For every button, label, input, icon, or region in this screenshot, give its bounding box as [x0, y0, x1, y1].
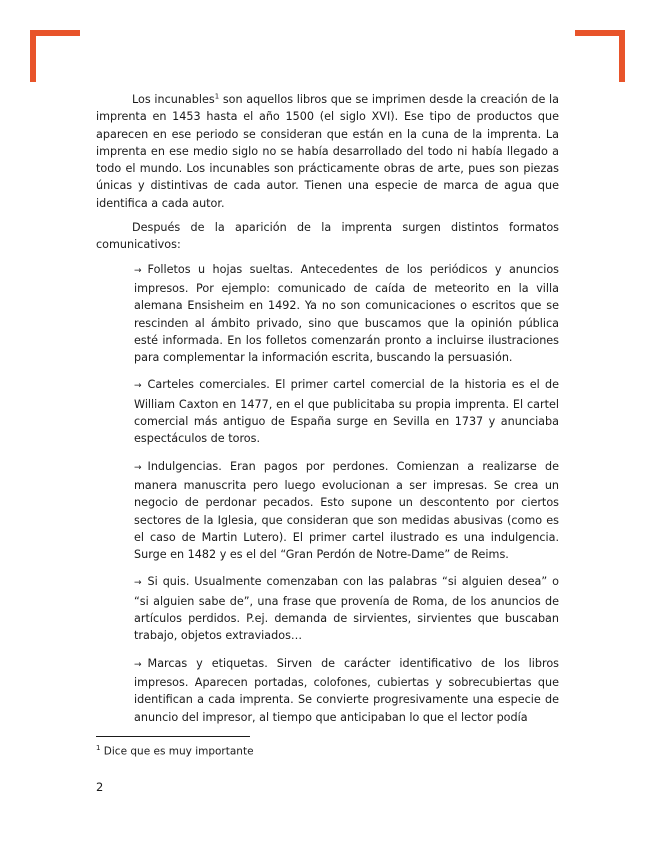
- arrow-right-icon: →: [134, 659, 142, 670]
- list-item: [134, 655, 559, 726]
- corner-bracket-top-left: [30, 30, 80, 82]
- footnote-reference[interactable]: 1: [214, 92, 220, 101]
- footnote-number: 1: [96, 744, 101, 752]
- page-body: [96, 91, 559, 736]
- page-number: 2: [96, 780, 104, 794]
- arrow-right-icon: →: [134, 265, 142, 276]
- paragraph-text: Los incunables: [132, 93, 215, 106]
- list-item-text: Marcas y etiquetas. Sirven de carácter identificativo de los libros impresos. Aparecen portadas, colofones, cubiertas y sobrecubiertas que identifican a cada imprenta. Se convierte progresivamente una especie de anuncio del impresor, al tiempo que anticipaban lo que el lector podía: [134, 656, 559, 724]
- arrow-right-icon: →: [134, 381, 142, 392]
- paragraph-text: son aquellos libros que se imprimen desde la creación de la imprenta en 1453 hasta el año 1500 (el siglo XVI). Ese tipo de productos que aparecen en ese periodo se consideran que están en la cuna de la imprenta. La imprenta en ese medio siglo no se había desarrollado del todo ni había llegado a todo el mundo. Los incunables son prácticamente obras de arte, pues son piezas únicas y distintivas de cada autor. Tienen una especie de marca de agua que identifica a cada autor.: [96, 93, 559, 210]
- list-item: [134, 458, 559, 564]
- paragraph-formatos: Después de la aparición de la imprenta surgen distintos formatos comunicativos:: [96, 221, 559, 252]
- list-item-text: Indulgencias. Eran pagos por perdones. Comienzan a realizarse de manera manuscrita pero luego evolucionan a ser impresas. Se crea un negocio de perdonar pecados. Esto supone un descontento por ciertos sectores de la Iglesia, que consideran que son medidas abusivas (como es el caso de Martin Lutero). El primer cartel ilustrado es una indulgencia. Surge en 1482 y es el del “Gran Perdón de Notre-Dame” de Reims.: [134, 459, 559, 562]
- corner-bracket-top-right: [575, 30, 625, 82]
- list-item: [134, 573, 559, 644]
- arrow-right-icon: →: [134, 578, 142, 589]
- footnote-divider: [96, 736, 250, 737]
- arrow-right-icon: →: [134, 462, 142, 473]
- list-item-text: Carteles comerciales. El primer cartel comercial de la historia es el de William Caxton en 1477, en el que publicitaba su propia imprenta. El cartel comercial más antiguo de España surge en Sevilla en 1737 y anunciaba espectáculos de toros.: [134, 378, 559, 446]
- paragraph-incunables: [96, 91, 559, 212]
- list-item: [134, 261, 559, 367]
- list-item-text: Si quis. Usualmente comenzaban con las palabras “si alguien desea” o “si alguien sabe de”, una frase que provenía de Roma, de los anuncios de artículos perdidos. P.ej. demanda de sirvientes, sirvientes que buscaban trabajo, objetos extraviados…: [134, 575, 559, 643]
- footnote: [96, 741, 254, 759]
- footnote-text: Dice que es muy importante: [100, 745, 254, 758]
- list-item: [134, 376, 559, 447]
- list-item-text: Folletos u hojas sueltas. Antecedentes de los periódicos y anuncios impresos. Por ejemplo: comunicado de caída de meteorito en la villa alemana Ensisheim en 1492. Ya no son comunicaciones o escritos que se rescinden al ámbito privado, sino que buscamos que la opinión pública esté informada. En los folletos comenzarán pronto a incluirse ilustraciones para complementar la información escrita, buscando la persuasión.: [134, 262, 559, 365]
- formats-list: [96, 261, 559, 726]
